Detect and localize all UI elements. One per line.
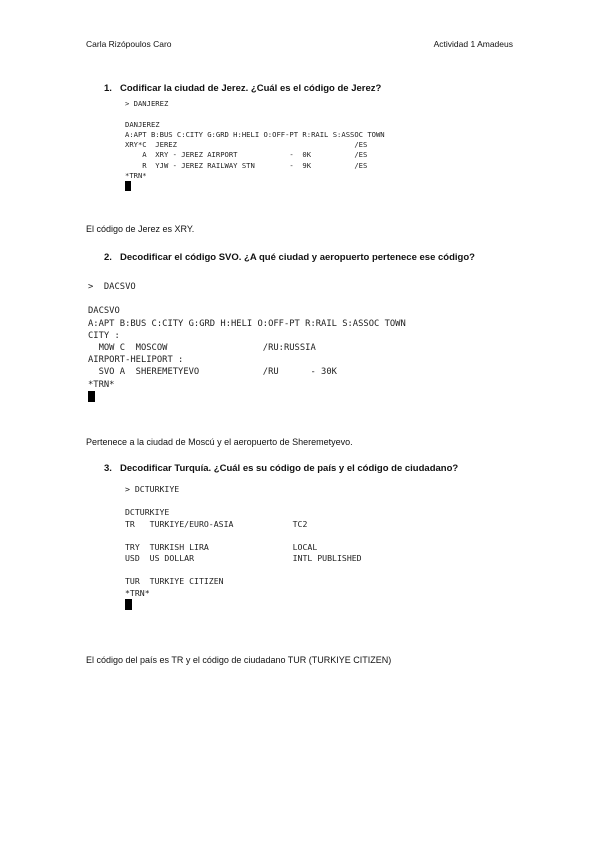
terminal-line: *TRN* (125, 171, 147, 181)
terminal-line: MOW C MOSCOW /RU:RUSSIA (88, 343, 316, 354)
terminal-output-3 (125, 484, 362, 612)
activity-title: Actividad 1 Amadeus (433, 39, 513, 49)
terminal-line: *TRN* (88, 379, 115, 390)
terminal-line: *TRN* (125, 587, 150, 598)
question-2-number: 2. (104, 252, 112, 263)
terminal-line: A:APT B:BUS C:CITY G:GRD H:HELI O:OFF-PT R:RAIL S:ASSOC TOWN (88, 318, 406, 329)
terminal-line: DACSVO (88, 306, 120, 317)
terminal-line: USD US DOLLAR INTL PUBLISHED (125, 553, 362, 563)
question-1-heading (104, 83, 381, 94)
question-2-title: Decodificar el código SVO. ¿A qué ciudad y aeropuerto pertenece ese código? (120, 252, 475, 263)
terminal-line: > DACSVO (88, 282, 136, 292)
question-3-title: Decodificar Turquía. ¿Cuál es su código de país y el código de ciudadano? (120, 463, 459, 474)
question-1-title: Codificar la ciudad de Jerez. ¿Cuál es el código de Jerez? (120, 83, 382, 94)
question-3-number: 3. (104, 463, 112, 474)
question-3-heading (104, 463, 458, 474)
terminal-line: > DANJEREZ (125, 99, 169, 108)
terminal-line: AIRPORT-HELIPORT : (88, 355, 184, 366)
page-header (86, 39, 513, 51)
terminal-output-1 (125, 99, 385, 193)
terminal-line: TRY TURKISH LIRA LOCAL (125, 541, 318, 552)
answer-2: Pertenece a la ciudad de Moscú y el aeropuerto de Sheremetyevo. (86, 437, 353, 447)
terminal-line: TUR TURKIYE CITIZEN (125, 576, 224, 586)
terminal-line: CITY : (88, 330, 120, 341)
terminal-line: DCTURKIYE (125, 507, 170, 517)
terminal-output-2 (88, 281, 406, 404)
terminal-line: TR TURKIYE/EURO-ASIA TC2 (125, 518, 308, 529)
terminal-line: R YJW - JEREZ RAILWAY STN - 9K /ES (125, 160, 368, 170)
terminal-cursor (125, 181, 131, 191)
answer-3: El código del país es TR y el código de ciudadano TUR (TURKIYE CITIZEN) (86, 655, 392, 665)
terminal-line: > DCTURKIYE (125, 484, 180, 494)
author-name: Carla Rizópoulos Caro (86, 39, 172, 49)
terminal-line: SVO A SHEREMETYEVO /RU - 30K (88, 367, 337, 378)
answer-1: El código de Jerez es XRY. (86, 224, 195, 234)
terminal-line: A XRY - JEREZ AIRPORT - 0K /ES (125, 150, 368, 160)
question-2-heading (104, 252, 475, 263)
terminal-cursor (125, 599, 132, 610)
terminal-line: A:APT B:BUS C:CITY G:GRD H:HELI O:OFF-PT R:RAIL S:ASSOC TOWN (125, 129, 385, 139)
terminal-cursor (88, 391, 95, 402)
terminal-line: XRY*C JEREZ /ES (125, 140, 368, 150)
terminal-line: DANJEREZ (125, 119, 160, 129)
question-1-number: 1. (104, 83, 112, 94)
